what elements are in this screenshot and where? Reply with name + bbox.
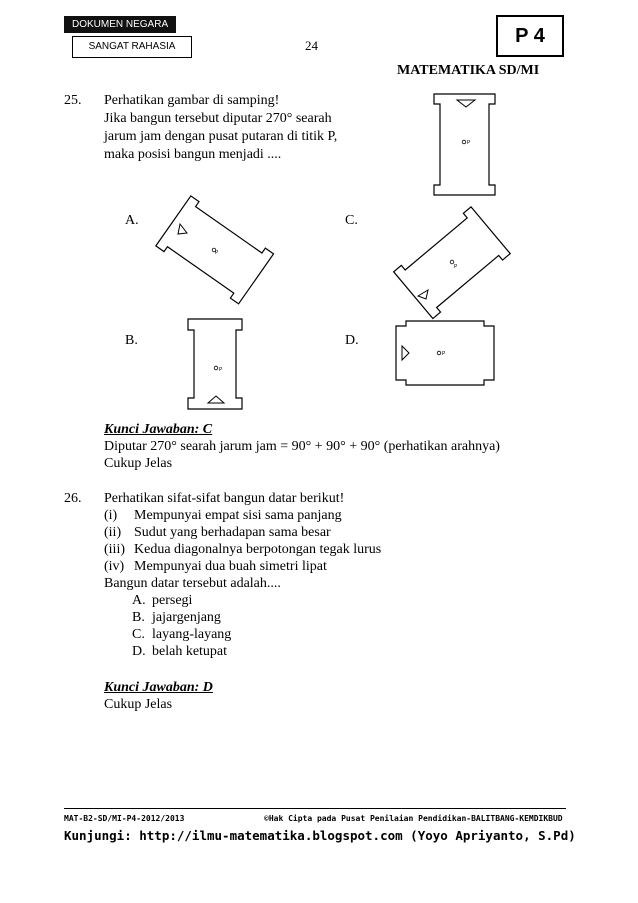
- option-a-point-label: P: [215, 250, 219, 256]
- choice-letter: B.: [132, 610, 145, 625]
- property-text: Mempunyai dua buah simetri lipat: [134, 559, 327, 574]
- property-text: Sudut yang berhadapan sama besar: [134, 525, 331, 540]
- footer-copyright: ©Hak Cipta pada Pusat Penilaian Pendidikan-BALITBANG-KEMDIKBUD: [264, 814, 563, 823]
- choice-text: layang-layang: [152, 627, 232, 642]
- page-number: 24: [305, 38, 318, 53]
- option-c-point-label: P: [454, 264, 458, 270]
- original-point-label: P: [467, 140, 471, 146]
- property-text: Kedua diagonalnya berpotongan tegak lurus: [134, 542, 382, 557]
- footer-visit-link[interactable]: Kunjungi: http://ilmu-matematika.blogspot.com (Yoyo Apriyanto, S.Pd): [64, 828, 576, 843]
- footer-divider: [64, 808, 566, 809]
- subject-title: MATEMATIKA SD/MI: [397, 63, 540, 78]
- question-25-note: Cukup Jelas: [104, 456, 173, 471]
- choice-text: jajargenjang: [152, 610, 221, 625]
- option-b-point-label: P: [219, 367, 223, 373]
- question-26-note: Cukup Jelas: [104, 697, 173, 712]
- choice-letter: A.: [132, 593, 146, 608]
- question-26-intro: Perhatikan sifat-sifat bangun datar berikut!: [104, 491, 345, 506]
- choice-letter: D.: [132, 644, 146, 659]
- question-25-answer-key: Kunci Jawaban: C: [104, 422, 213, 437]
- question-26-number: 26.: [64, 491, 82, 506]
- question-25-explanation: Diputar 270° searah jarum jam = 90° + 90° + 90° (perhatikan arahnya): [104, 439, 500, 454]
- paper-code: P 4: [496, 15, 564, 57]
- choice-text: belah ketupat: [152, 644, 228, 659]
- choice-text: persegi: [152, 593, 193, 608]
- property-number: (i): [104, 508, 118, 523]
- footer-paper-id: MAT-B2-SD/MI-P4-2012/2013: [64, 814, 185, 823]
- choice-letter: C.: [132, 627, 145, 642]
- property-text: Mempunyai empat sisi sama panjang: [134, 508, 342, 523]
- document-classification-label: DOKUMEN NEGARA: [64, 16, 176, 33]
- option-b-label: B.: [125, 333, 138, 348]
- question-26-answer-key: Kunci Jawaban: D: [104, 680, 213, 695]
- option-a-label: A.: [125, 213, 139, 228]
- option-d-point-label: P: [442, 351, 446, 357]
- question-25-line-1: Perhatikan gambar di samping!: [104, 93, 280, 108]
- question-25-line-4: maka posisi bangun menjadi ....: [104, 147, 282, 162]
- option-c-label: C.: [345, 213, 358, 228]
- question-25-line-3: jarum jam dengan pusat putaran di titik P,: [104, 129, 338, 144]
- question-26-prompt: Bangun datar tersebut adalah....: [104, 576, 281, 591]
- property-number: (iii): [104, 542, 125, 557]
- question-25-line-2: Jika bangun tersebut diputar 270° searah: [104, 111, 332, 126]
- property-number: (ii): [104, 525, 122, 540]
- property-number: (iv): [104, 559, 125, 574]
- question-25-number: 25.: [64, 93, 82, 108]
- option-d-label: D.: [345, 333, 359, 348]
- secrecy-label: SANGAT RAHASIA: [72, 36, 192, 58]
